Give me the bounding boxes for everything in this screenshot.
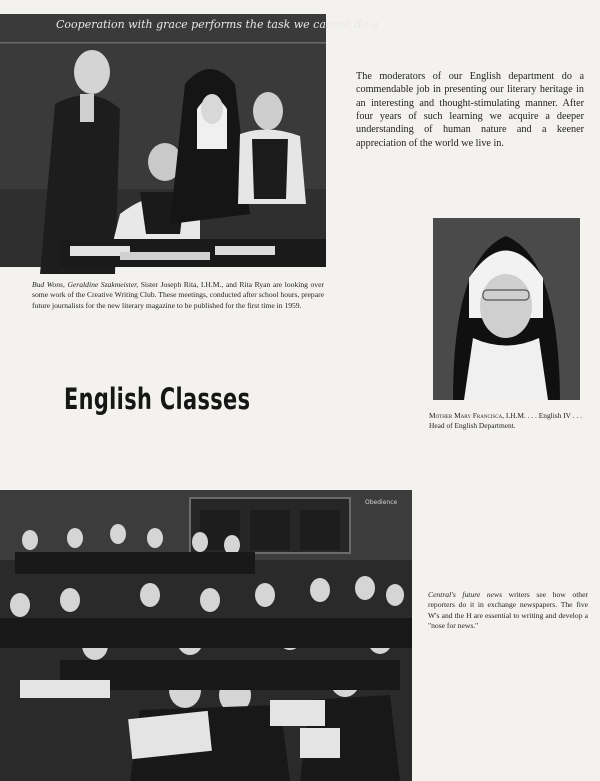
blackboard-text: Cooperation with grace performs the task we cannot do a — [56, 18, 379, 31]
caption-text: Sister Joseph Rita, I.H.M., and Rita Ryan are looking over some work of the Creative Writing Club. These meetings, conducted after school hours, prepare future journalists for the new literary magazine to be published for the first time in 1959. — [32, 280, 324, 310]
portrait-role: . . . English IV . . . Head of English Department. — [429, 411, 582, 431]
obedience-sign: Obedience — [365, 499, 398, 506]
mother-francisca-portrait — [433, 218, 580, 400]
creative-writing-club-photo — [0, 14, 379, 267]
newspaper-caption — [428, 590, 588, 632]
classroom-photo — [0, 490, 412, 781]
portrait-caption — [429, 411, 585, 432]
caption-lead: Central's future news — [428, 590, 503, 599]
section-title: English Classes — [64, 382, 251, 416]
caption-body: writers see how other reporters do it in exchange newspapers. The five W's and the H are essential to writing and develop a "nose for news." — [428, 590, 588, 631]
caption-names: Bud Wons, Geraldine Szakmeister, — [32, 280, 139, 289]
club-photo-caption — [32, 280, 324, 311]
intro-paragraph: The moderators of our English department do a commendable job in presenting our literary heritage in an interesting and thought-stimulating manner. After four years of such learning we acquire a deeper understanding of human nature and a keener appreciation of the world we live in. — [356, 71, 584, 149]
portrait-name: Mother Mary Francisca, I.H.M. — [429, 411, 526, 420]
